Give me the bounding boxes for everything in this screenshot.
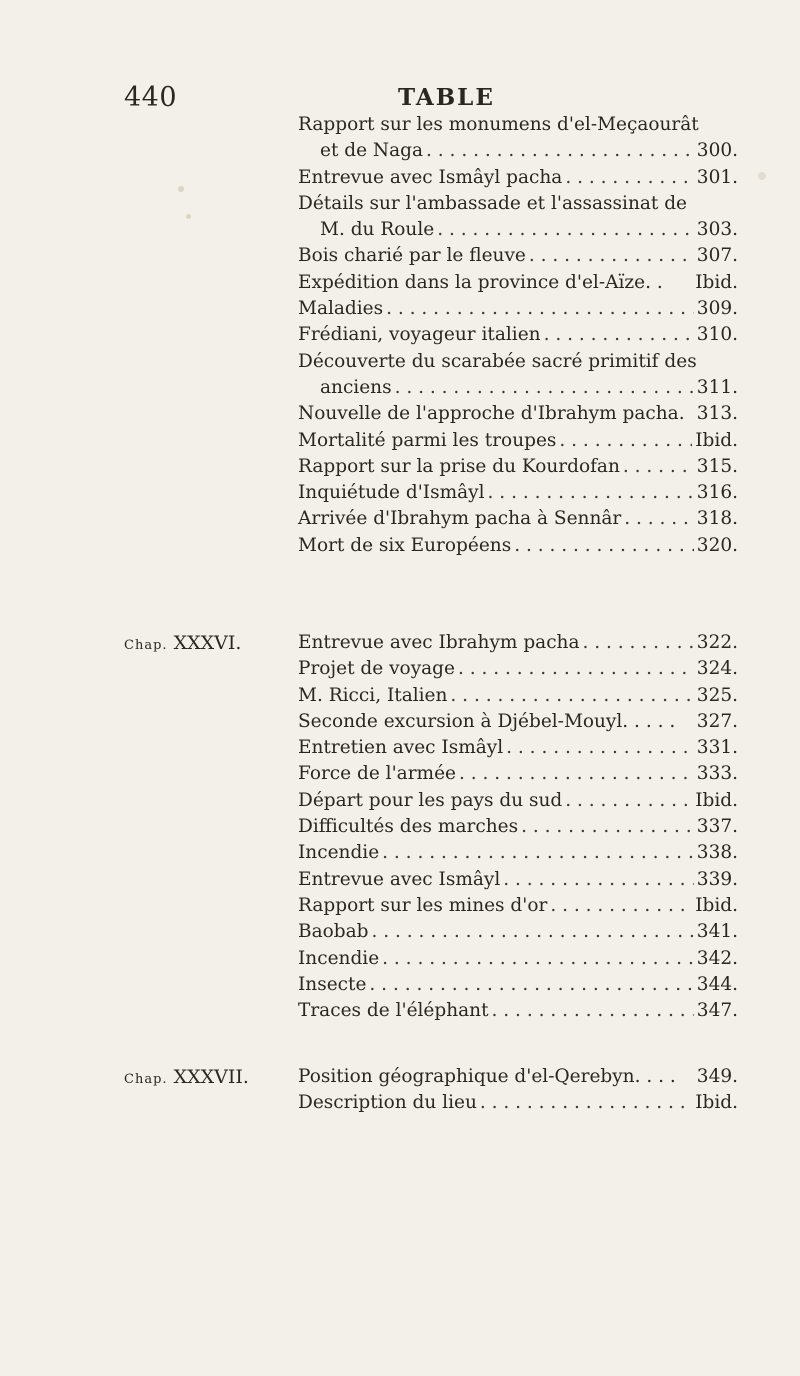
toc-entry-text: Entrevue avec Ibrahym pacha [298,632,580,653]
dot-leader [458,656,694,682]
dot-leader [506,735,694,761]
toc-entry-page: Ibid. [695,429,738,451]
dot-leader [369,972,693,998]
dot-leader [459,761,694,787]
toc-entry [0,296,800,322]
toc-entry-page: 344. [696,973,738,995]
toc-entry-page: 320. [696,534,738,556]
dot-leader [382,840,694,866]
toc-entry-text: Arrivée d'Ibrahym pacha à Sennâr [298,508,622,530]
dot-leader [450,683,693,709]
toc-entry [0,946,800,972]
toc-entry-text: Mortalité parmi les troupes [298,429,557,451]
toc-entry-page: Ibid. [695,789,738,811]
toc-entry-text: Rapport sur les monumens d'el-Meçaourât [298,114,699,135]
toc-entry-text: Force de l'armée [298,763,456,785]
dot-leader [565,165,693,191]
page-number: 440 [124,82,178,113]
toc-entry-text: Difficultés des marches [298,816,519,838]
toc-entry-text: Traces de l'éléphant [298,1000,489,1022]
toc-entry-text: Baobab [298,921,369,943]
toc-entry [0,709,800,735]
toc-section-chapter-37 [0,1064,800,1117]
dot-leader [521,814,694,840]
chapter-number: XXXVI. [173,632,242,654]
toc-entry [0,998,800,1024]
toc-entry-text: Maladies [298,298,384,320]
toc-entry-text: Projet de voyage [298,658,455,680]
toc-entry-page: 313. [696,403,738,425]
toc-entry [0,788,800,814]
toc-entry [0,322,800,348]
toc-entry-text: Départ pour les pays du sud [298,789,563,811]
dot-leader [565,788,692,814]
toc-entry-page: 337. [696,816,738,838]
toc-entry-page: 325. [696,684,738,706]
toc-entry-text: Rapport sur les mines d'or [298,894,548,916]
toc-entry-page: 349. [696,1066,738,1087]
toc-entry [0,375,800,401]
toc-entry-text: anciens [320,376,392,398]
toc-entry-text: Position géographique d'el-Qerebyn. . . . [298,1066,676,1087]
running-title: TABLE [398,84,495,111]
toc-entry-text: Description du lieu [298,1092,477,1114]
dot-leader [514,533,694,559]
toc-entry [0,656,800,682]
toc-entry-page: Ibid. [695,1092,738,1114]
toc-entry [0,972,800,998]
toc-entry-page: 301. [696,166,738,188]
toc-entry-page: 316. [696,482,738,504]
dot-leader [624,506,694,532]
toc-entry [0,867,800,893]
toc-section-continued [0,112,800,559]
toc-entry-page: 331. [696,737,738,759]
toc-entry-text: Inquiétude d'Ismâyl [298,482,485,504]
toc-entry [0,735,800,761]
toc-entry [0,630,800,656]
toc-entry-text: Incendie [298,842,380,864]
toc-entry [0,919,800,945]
toc-entry [0,191,800,217]
chapter-number: XXXVII. [173,1066,249,1088]
toc-entry-text: Frédiani, voyageur italien [298,324,541,346]
toc-entry-page: 307. [696,245,738,267]
toc-entry-page: 327. [696,710,738,732]
toc-entry-text: Expédition dans la province d'el-Aïze. . [298,271,663,293]
toc-entry-text: Seconde excursion à Djébel-Mouyl. . . . . [298,710,676,732]
toc-entry [0,428,800,454]
toc-entry-text: Incendie [298,947,380,969]
toc-entry [0,270,800,296]
toc-entry-page: Ibid. [695,894,738,916]
dot-leader [492,998,694,1024]
dot-leader [488,480,694,506]
toc-entry [0,1064,800,1090]
toc-entry-page: 333. [696,763,738,785]
toc-entry-text: Mort de six Européens [298,534,512,556]
toc-entry-page: 341. [696,921,738,943]
dot-leader [386,296,694,322]
toc-entry-page: 303. [696,219,738,241]
toc-entry-page: Ibid. [695,271,738,293]
dot-leader [503,867,694,893]
toc-entry [0,454,800,480]
toc-entry [0,138,800,164]
dot-leader [371,919,693,945]
chapter-prefix: Chap. [124,638,168,653]
dot-leader [623,454,694,480]
toc-entry [0,401,800,427]
toc-entry-text: Entretien avec Ismâyl [298,737,504,759]
chapter-prefix: Chap. [124,1072,168,1087]
dot-leader [395,375,694,401]
dot-leader [426,138,694,164]
toc-entry-page: 347. [696,1000,738,1022]
dot-leader [544,322,694,348]
toc-entry-page: 318. [696,508,738,530]
toc-entry [0,761,800,787]
dot-leader [382,946,694,972]
toc-entry-text: Entrevue avec Ismâyl pacha [298,166,563,188]
toc-entry-text: Découverte du scarabée sacré primitif des [298,350,697,372]
toc-entry [0,533,800,559]
toc-entry-text: Rapport sur la prise du Kourdofan [298,455,620,477]
toc-entry [0,217,800,243]
toc-entry [0,840,800,866]
toc-entry [0,506,800,532]
toc-entry-page: 339. [696,868,738,890]
toc-entry [0,112,800,138]
toc-entry-page: 300. [696,140,738,162]
toc-entry-page: 338. [696,842,738,864]
toc-entry [0,893,800,919]
toc-entry-text: Nouvelle de l'approche d'Ibrahym pacha. [298,403,685,425]
toc-entry [0,814,800,840]
toc-entry-text: et de Naga [320,140,424,162]
toc-entry-page: 315. [696,455,738,477]
toc-entry [0,480,800,506]
toc-entry [0,1090,800,1116]
dot-leader [480,1090,692,1116]
toc-entry [0,349,800,375]
toc-entry [0,683,800,709]
toc-entry [0,165,800,191]
dot-leader [437,217,694,243]
toc-entry-page: 311. [696,376,738,398]
toc-section-chapter-36 [0,630,800,1024]
toc-entry-text: Bois charié par le fleuve [298,245,526,267]
toc-entry [0,243,800,269]
dot-leader [529,243,694,269]
toc-entry-page: 322. [696,632,738,653]
toc-entry-page: 310. [696,324,738,346]
toc-entry-text: Insecte [298,973,367,995]
toc-entry-page: 309. [696,298,738,320]
dot-leader [559,428,692,454]
toc-entry-page: 324. [696,658,738,680]
toc-entry-text: M. du Roule [320,219,435,241]
dot-leader [583,630,694,656]
dot-leader [550,893,692,919]
toc-entry-text: Détails sur l'ambassade et l'assassinat de [298,192,687,214]
toc-entry-text: M. Ricci, Italien [298,684,448,706]
toc-entry-page: 342. [696,947,738,969]
toc-entry-text: Entrevue avec Ismâyl [298,868,501,890]
